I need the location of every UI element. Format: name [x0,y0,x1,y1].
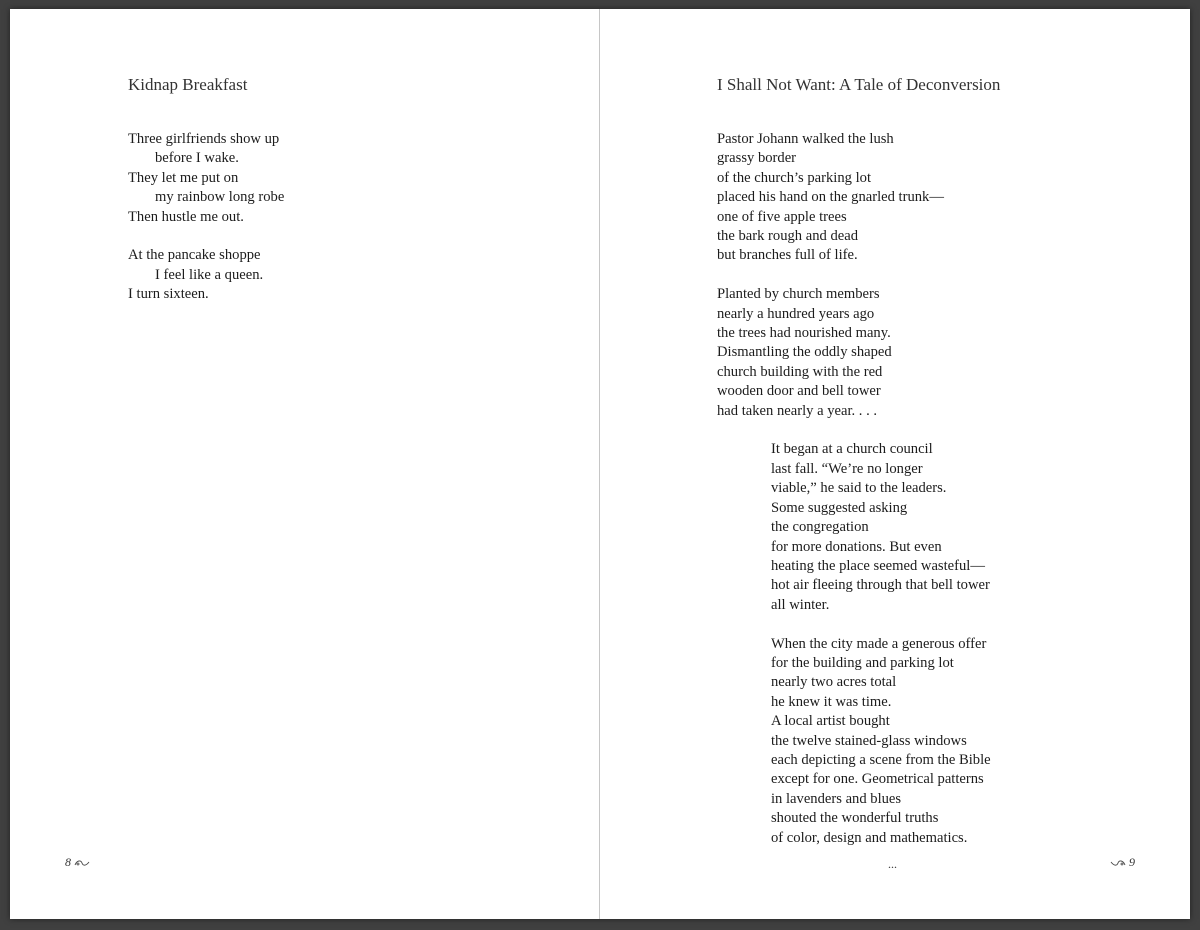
right-poem-title: I Shall Not Want: A Tale of Deconversion [717,75,1001,94]
poem-line: last fall. “We’re no longer [771,460,923,477]
stanza [128,246,284,304]
poem-line: viable,” he said to the leaders. [771,480,947,497]
poem-line: grassy border [717,150,797,167]
poem-line: I feel like a queen. [155,266,264,283]
poem-line: shouted the wonderful truths [771,810,939,827]
stanza [717,635,991,848]
poem-line: for the building and parking lot [771,654,954,671]
poem-line: At the pancake shoppe [128,247,261,264]
flourish-icon [1110,859,1126,867]
poem-line: the twelve stained-glass windows [771,732,967,749]
poem-line: It began at a church council [771,441,933,458]
poem-line: heating the place seemed wasteful— [771,557,985,574]
poem-line: the bark rough and dead [717,228,859,245]
poem-line: I turn sixteen. [128,286,209,303]
left-page [10,9,600,919]
poem-line: one of five apple trees [717,208,847,225]
left-poem-title: Kidnap Breakfast [128,75,248,94]
poem-line: wooden door and bell tower [717,383,881,400]
poem-line: Then hustle me out. [128,208,244,225]
page-number-9: 9 [1129,855,1135,869]
poem-line: Some suggested asking [771,499,908,516]
poem-line: of color, design and mathematics. [771,829,968,846]
poem-line: placed his hand on the gnarled trunk— [717,189,944,206]
poem-line: but branches full of life. [717,247,858,264]
page-spread [10,9,1190,919]
continuation-marker: ... [888,857,897,871]
page-number-8: 8 [65,855,71,869]
poem-line: Three girlfriends show up [128,131,280,147]
poem-line: nearly a hundred years ago [717,305,875,322]
poem-line: for more donations. But even [771,538,942,555]
poem-line: the congregation [771,519,869,536]
poem-line: all winter. [771,596,830,613]
flourish-icon [74,859,90,867]
stanza [717,285,991,421]
poem-line: before I wake. [155,150,239,167]
poem-line: nearly two acres total [771,674,897,691]
stanza [717,440,991,615]
poem-line: hot air fleeing through that bell tower [771,577,990,594]
poem-line: Dismantling the oddly shaped [717,344,892,361]
poem-line: each depicting a scene from the Bible [771,751,991,768]
right-page [600,9,1190,919]
poem-line: in lavenders and blues [771,790,902,807]
right-poem-body [717,130,991,867]
right-page-number [1110,855,1135,870]
left-poem-body [128,130,284,324]
poem-line: had taken nearly a year. . . . [717,402,878,419]
stanza [717,130,991,266]
poem-line: When the city made a generous offer [771,635,987,652]
stanza [128,130,284,227]
poem-line: he knew it was time. [771,693,892,710]
poem-line: my rainbow long robe [155,189,285,206]
left-page-number [65,855,90,870]
poem-line: Pastor Johann walked the lush [717,131,894,147]
poem-line: They let me put on [128,169,239,186]
poem-line: Planted by church members [717,286,880,303]
poem-line: except for one. Geometrical patterns [771,771,984,788]
poem-line: church building with the red [717,363,883,380]
poem-line: of the church’s parking lot [717,169,872,186]
poem-line: A local artist bought [771,713,890,730]
poem-line: the trees had nourished many. [717,325,891,342]
